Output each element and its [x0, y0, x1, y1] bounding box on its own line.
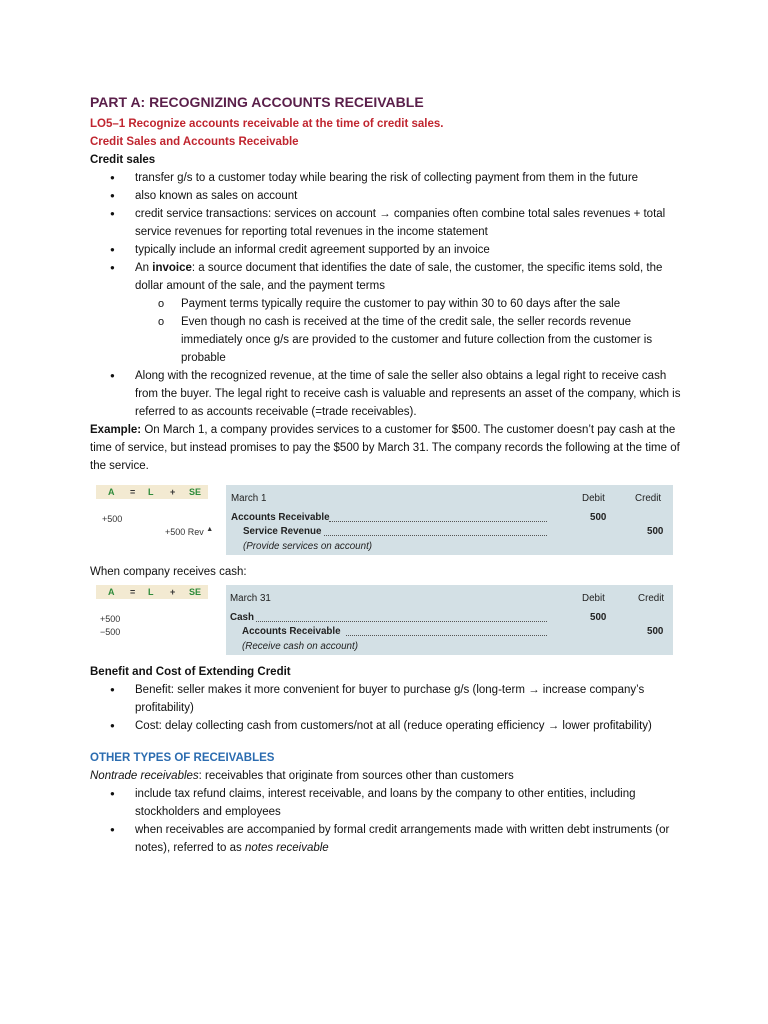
accounting-equation	[96, 585, 208, 599]
invoice-sublist	[135, 295, 690, 367]
learning-objective: LO5–1 Recognize accounts receivable at the time of credit sales.	[90, 118, 444, 130]
accounting-equation	[96, 485, 208, 499]
receive-cash-text: When company receives cash:	[90, 566, 247, 578]
leader-dots	[256, 612, 547, 622]
notes-text: when receivables are accompanied by formal credit arrangements made with written debt instruments (or notes), referred to as	[135, 824, 670, 854]
equation-assets: A	[108, 587, 115, 597]
list-item: ● Benefit: seller makes it more convenient for buyer to purchase g/s (long-term → increase company’s profitability)	[90, 681, 690, 717]
debit-amount: 500	[590, 512, 607, 523]
example-text: On March 1, a company provides services to a customer for $500. The customer doesn’t pay cash at the time of service, but instead promises to pay the $500 by March 31. The company records the following at the time of the service.	[90, 424, 680, 472]
debit-account: Accounts Receivable	[231, 512, 330, 523]
debit-header: Debit	[582, 493, 605, 504]
equation-equals: =	[130, 587, 136, 597]
list-item: ● Cost: delay collecting cash from customers/not at all (reduce operating efficiency → lower profitability)	[90, 717, 690, 735]
sub-list-item: o Even though no cash is received at the time of the credit sale, the seller records revenue immediately once g/s are provided to the customer and future collection from the customer is probable	[135, 313, 690, 367]
credit-header: Credit	[638, 593, 665, 604]
invoice-definition: : a source document that identifies the date of sale, the customer, the specific items sold, the dollar amount of the sale, and the payment terms	[135, 262, 663, 292]
example-paragraph	[90, 421, 690, 475]
invoice-prefix: An	[135, 262, 153, 274]
benefit-cost-list	[90, 681, 690, 735]
list-item: ● typically include an informal credit agreement supported by an invoice	[90, 241, 690, 259]
nontrade-definition	[90, 767, 690, 785]
equation-equals: =	[130, 487, 136, 497]
benefit-cost-heading: Benefit and Cost of Extending Credit	[90, 666, 291, 678]
journal-box	[226, 585, 673, 655]
journal-date: March 31	[230, 593, 271, 604]
asset-effect: +500	[102, 514, 123, 524]
entry-note: (Receive cash on account)	[242, 641, 358, 652]
debit-account: Cash	[230, 612, 254, 623]
receivable-decrease: −500	[100, 627, 121, 637]
journal-entry-march-31	[90, 585, 690, 657]
part-title: PART A: RECOGNIZING ACCOUNTS RECEIVABLE	[90, 94, 424, 110]
equity-effect	[165, 526, 213, 540]
list-item: ● also known as sales on account	[90, 187, 690, 205]
credit-amount: 500	[647, 626, 664, 637]
list-item: ● credit service transactions: services on account → companies often combine total sales revenues + total service revenues for reporting total revenues in the income statement	[90, 205, 690, 241]
other-receivables-title: OTHER TYPES OF RECEIVABLES	[90, 752, 275, 764]
equity-effect-amount: +500 Rev	[165, 527, 204, 537]
journal-box	[226, 485, 673, 555]
cash-increase: +500	[100, 614, 121, 624]
leader-dots	[324, 526, 547, 536]
notes-term: notes receivable	[244, 842, 329, 854]
entry-note: (Provide services on account)	[243, 541, 373, 552]
document-page	[90, 92, 690, 857]
credit-sales-list	[90, 169, 690, 421]
list-item: ● include tax refund claims, interest receivable, and loans by the company to other entities, including stockholders and employees	[90, 785, 690, 821]
credit-account: Service Revenue	[243, 526, 322, 537]
equation-plus: +	[170, 487, 176, 497]
section-title: Credit Sales and Accounts Receivable	[90, 136, 299, 148]
journal-date: March 1	[231, 493, 267, 504]
up-arrow-icon: ▲	[206, 526, 214, 533]
nontrade-list	[90, 785, 690, 857]
equation-equity: SE	[189, 487, 202, 497]
credit-header: Credit	[635, 493, 662, 504]
equation-assets: A	[108, 487, 115, 497]
list-item	[90, 259, 690, 367]
list-item: ● transfer g/s to a customer today while bearing the risk of collecting payment from them in the future	[90, 169, 690, 187]
debit-header: Debit	[582, 593, 605, 604]
example-label: Example:	[90, 424, 142, 436]
equation-plus: +	[170, 587, 176, 597]
equation-liabilities: L	[148, 487, 154, 497]
credit-sales-heading: Credit sales	[90, 154, 156, 166]
sub-list-item: o Payment terms typically require the customer to pay within 30 to 60 days after the sale	[135, 295, 690, 313]
journal-entry-march-1	[90, 485, 690, 557]
invoice-term: invoice	[152, 262, 192, 274]
list-item: ● Along with the recognized revenue, at the time of sale the seller also obtains a legal right to receive cash from the buyer. The legal right to receive cash is valuable and represents an asset of the company, which is referred to as accounts receivable (=trade receivables).	[90, 367, 690, 421]
debit-amount: 500	[590, 612, 607, 623]
nontrade-term: Nontrade receivables	[90, 770, 199, 782]
leader-dots	[329, 512, 547, 522]
equation-liabilities: L	[148, 587, 154, 597]
credit-amount: 500	[647, 526, 664, 537]
list-item	[90, 821, 690, 857]
nontrade-text: : receivables that originate from sources other than customers	[198, 770, 514, 782]
leader-dots	[346, 626, 547, 636]
credit-account: Accounts Receivable	[242, 626, 341, 637]
equation-equity: SE	[189, 587, 202, 597]
